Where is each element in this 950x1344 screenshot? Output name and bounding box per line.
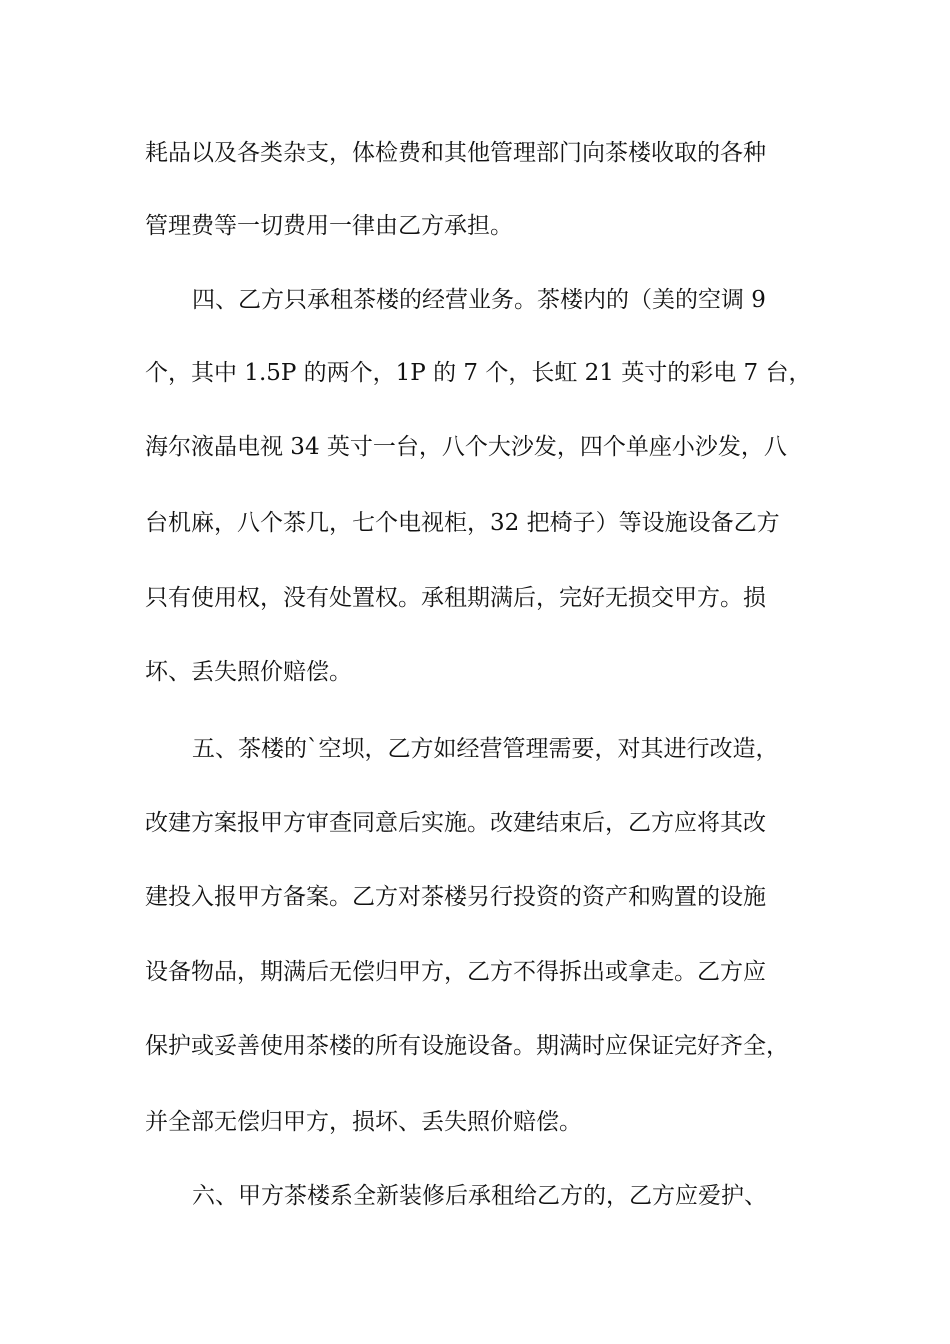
text-line: 个，其中 1.5P 的两个，1P 的 7 个，长虹 21 英寸的彩电 7 台，	[145, 360, 812, 386]
text-line: 改建方案报甲方审查同意后实施。改建结束后，乙方应将其改	[145, 810, 766, 836]
text-line: 建投入报甲方备案。乙方对茶楼另行投资的资产和购置的设施	[145, 884, 766, 910]
text-line: 管理费等一切费用一律由乙方承担。	[145, 213, 513, 239]
paragraph-six-start: 六、甲方茶楼系全新装修后承租给乙方的，乙方应爱护、	[192, 1183, 767, 1209]
text-line: 耗品以及各类杂支，体检费和其他管理部门向茶楼收取的各种	[145, 140, 766, 166]
text-line: 设备物品，期满后无偿归甲方，乙方不得拆出或拿走。乙方应	[145, 959, 766, 985]
text-line: 只有使用权，没有处置权。承租期满后，完好无损交甲方。损	[145, 585, 766, 611]
text-line: 海尔液晶电视 34 英寸一台，八个大沙发，四个单座小沙发，八	[145, 434, 787, 460]
text-line: 并全部无偿归甲方，损坏、丢失照价赔偿。	[145, 1109, 582, 1135]
paragraph-five-start: 五、茶楼的`空坝，乙方如经营管理需要，对其进行改造，	[192, 736, 779, 762]
paragraph-four-start: 四、乙方只承租茶楼的经营业务。茶楼内的（美的空调 9	[192, 287, 766, 313]
text-line: 坏、丢失照价赔偿。	[145, 659, 352, 685]
text-line: 保护或妥善使用茶楼的所有设施设备。期满时应保证完好齐全，	[145, 1033, 789, 1059]
text-line: 台机麻，八个茶几，七个电视柜，32 把椅子）等设施设备乙方	[145, 510, 780, 536]
